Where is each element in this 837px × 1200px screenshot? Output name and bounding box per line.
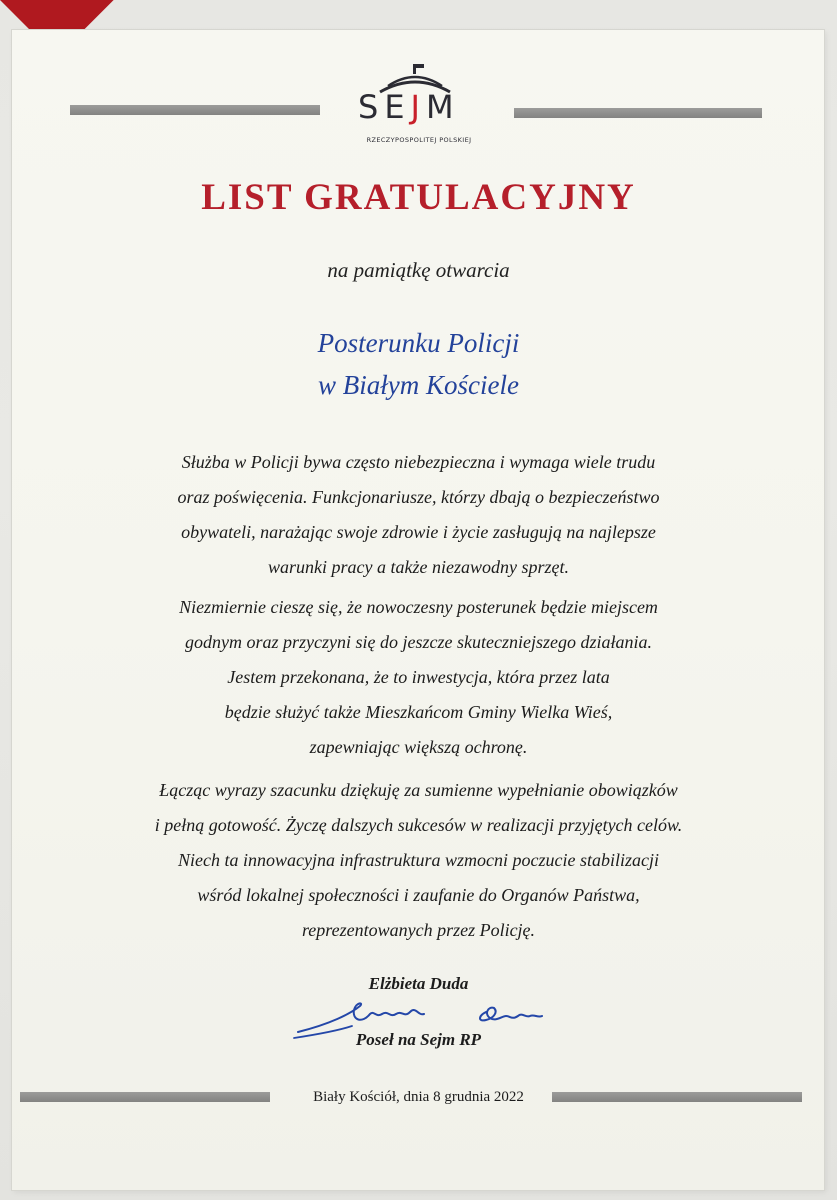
paragraph-line: Niech ta innowacyjna infrastruktura wzmocni poczucie stabilizacji <box>178 850 659 870</box>
paragraph-line: i pełną gotowość. Życzę dalszych sukcesów w realizacji przyjętych celów. <box>154 815 683 835</box>
signatory-name: Elżbieta Duda <box>368 974 469 993</box>
logo-wordmark <box>358 88 460 126</box>
paragraph-line: Służba w Policji bywa często niebezpieczna i wymaga wiele trudu <box>181 452 656 472</box>
signatory-role: Poseł na Sejm RP <box>355 1030 482 1049</box>
sejm-logo <box>340 62 490 152</box>
paragraph-line: reprezentowanych przez Policję. <box>301 920 536 940</box>
paragraph-line: wśród lokalnej społeczności i zaufanie do Organów Państwa, <box>197 885 640 905</box>
place-line-1: Posterunku Policji <box>317 328 520 358</box>
paragraph-line: Jestem przekonana, że to inwestycja, która przez lata <box>227 667 610 687</box>
paragraph-2 <box>60 590 777 765</box>
paragraph-line: zapewniając większą ochronę. <box>309 737 528 757</box>
top-left-decorative-bar <box>70 105 320 115</box>
logo-letters-se: SE <box>358 88 411 126</box>
document-title: LIST GRATULACYJNY <box>201 177 636 218</box>
document-subtitle: na pamiątkę otwarcia <box>327 258 510 282</box>
top-right-decorative-bar <box>514 108 762 118</box>
paragraph-1 <box>60 445 777 585</box>
place-line-2: w Białym Kościele <box>318 370 519 400</box>
paragraph-line: Łącząc wyrazy szacunku dziękuję za sumienne wypełnianie obowiązków <box>159 780 678 800</box>
paragraph-line: godnym oraz przyczyni się do jeszcze skuteczniejszego działania. <box>185 632 652 652</box>
paragraph-line: oraz poświęcenia. Funkcjonariusze, którzy dbają o bezpieczeństwo <box>177 487 660 507</box>
paragraph-line: Niezmiernie cieszę się, że nowoczesny posterunek będzie miejscem <box>179 597 658 617</box>
place-and-date: Biały Kościół, dnia 8 grudnia 2022 <box>313 1089 524 1105</box>
logo-letter-j: J <box>410 88 426 126</box>
paragraph-line: warunki pracy a także niezawodny sprzęt. <box>268 557 569 577</box>
paragraph-3 <box>60 773 777 948</box>
paragraph-line: będzie służyć także Mieszkańcom Gminy Wielka Wieś, <box>224 702 613 722</box>
paragraph-line: obywateli, narażając swoje zdrowie i życie zasługują na najlepsze <box>181 522 656 542</box>
logo-letter-m: M <box>425 88 460 126</box>
place-heading <box>0 322 837 406</box>
logo-subtitle: RZECZYPOSPOLITEJ POLSKIEJ <box>366 136 472 144</box>
